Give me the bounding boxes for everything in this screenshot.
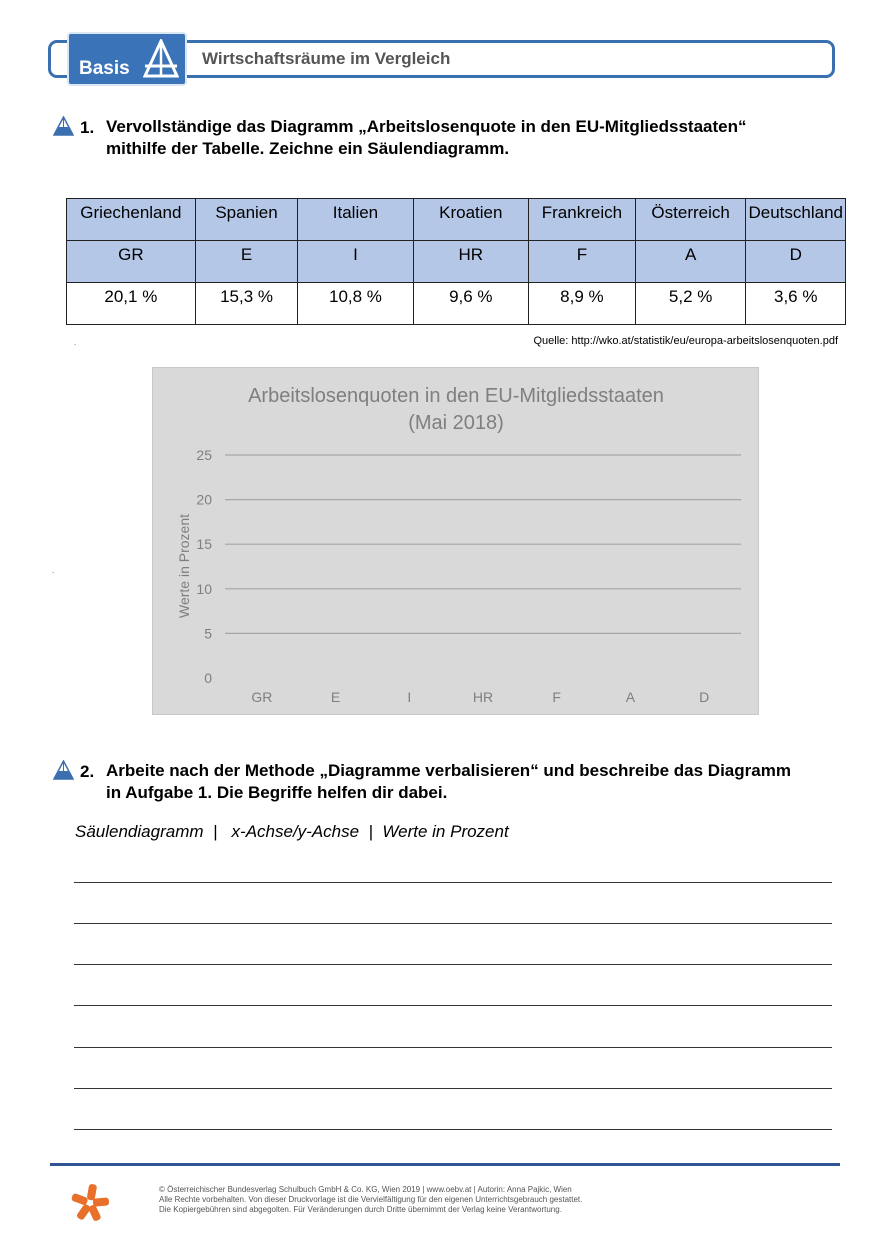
x-tick-label: A xyxy=(625,689,636,705)
table-cell: 9,6 % xyxy=(413,283,528,325)
table-cell: Deutschland xyxy=(746,199,846,241)
x-tick-label: HR xyxy=(472,689,494,705)
triangle-logo-icon xyxy=(143,39,179,79)
chart-title: Arbeitslosenquoten in den EU-Mitgliedsstaaten xyxy=(248,385,664,407)
footer-divider xyxy=(50,1163,840,1166)
table-cell: 5,2 % xyxy=(635,283,746,325)
table-cell: Kroatien xyxy=(413,199,528,241)
y-tick-label: 20 xyxy=(196,491,212,508)
task1-number: 1. xyxy=(80,118,95,137)
page-title: Wirtschaftsräume im Vergleich xyxy=(202,49,451,68)
writing-line[interactable] xyxy=(74,1005,832,1006)
source-citation: Quelle: http://wko.at/statistik/eu/europa-arbeitslosenquoten.pdf xyxy=(533,335,838,347)
table-cell: Griechenland xyxy=(67,199,196,241)
table-cell: Italien xyxy=(298,199,413,241)
chart-svg xyxy=(153,368,760,716)
table-cell: GR xyxy=(67,241,196,283)
footer-line3: Die Kopiergebühren sind abgegolten. Für Veränderungen durch Dritte übernimmt der Verlag keine Verantwortung. xyxy=(159,1205,562,1214)
footer-line1: © Österreichischer Bundesverlag Schulbuch GmbH & Co. KG, Wien 2019 | www.oebv.at | Autorin: Anna Pajkic, Wien xyxy=(159,1185,572,1194)
table-cell: F xyxy=(529,241,636,283)
table-cell: I xyxy=(298,241,413,283)
y-tick-label: 25 xyxy=(196,447,212,463)
x-tick-label: I xyxy=(407,689,412,705)
pyramid-level-icon xyxy=(53,760,74,780)
table-cell: Spanien xyxy=(195,199,298,241)
table-cell: 10,8 % xyxy=(298,283,413,325)
chart-subtitle: (Mai 2018) xyxy=(408,412,504,434)
table-cell: Österreich xyxy=(635,199,746,241)
table-cell: E xyxy=(195,241,298,283)
y-tick-label: 10 xyxy=(196,580,212,597)
footer-line2: Alle Rechte vorbehalten. Von dieser Druckvorlage ist die Vervielfältigung für den eigenen Unterrichtsgebrauch gestattet. xyxy=(159,1195,583,1204)
x-tick-label: E xyxy=(330,689,341,705)
task2-instruction xyxy=(106,760,791,804)
x-tick-label: D xyxy=(699,689,710,705)
footer-copyright xyxy=(159,1185,582,1215)
writing-line[interactable] xyxy=(74,923,832,924)
publisher-logo-icon xyxy=(70,1183,110,1223)
writing-line[interactable] xyxy=(74,882,832,883)
writing-line[interactable] xyxy=(74,1047,832,1048)
y-tick-label: 15 xyxy=(196,536,212,553)
task1-instruction xyxy=(106,116,746,160)
writing-line[interactable] xyxy=(74,1088,832,1089)
unemployment-table xyxy=(66,198,846,325)
table-row-values xyxy=(67,283,846,325)
table-cell: D xyxy=(746,241,846,283)
y-tick-label: 0 xyxy=(204,670,212,686)
y-axis-label: Werte in Prozent xyxy=(176,513,192,619)
table-cell: 8,9 % xyxy=(529,283,636,325)
stray-dot: . xyxy=(52,566,55,575)
basis-logo xyxy=(67,32,187,86)
logo-text: Basis xyxy=(79,58,130,79)
y-tick-label: 5 xyxy=(204,625,212,642)
terms-hint: Säulendiagramm | x-Achse/y-Achse | Werte in Prozent xyxy=(75,822,509,841)
task1-line2: mithilfe der Tabelle. Zeichne ein Säulendiagramm. xyxy=(106,139,510,158)
writing-line[interactable] xyxy=(74,1129,832,1130)
bar-chart xyxy=(152,367,759,715)
pyramid-level-icon xyxy=(53,116,74,136)
table-cell: A xyxy=(635,241,746,283)
table-cell: HR xyxy=(413,241,528,283)
task2-number: 2. xyxy=(80,762,95,781)
stray-dot: . xyxy=(74,338,77,347)
task2-line2: in Aufgabe 1. Die Begriffe helfen dir dabei. xyxy=(106,783,448,802)
table-cell: 20,1 % xyxy=(67,283,196,325)
table-row-codes xyxy=(67,241,846,283)
table-row-countries xyxy=(67,199,846,241)
x-tick-label: F xyxy=(552,689,561,705)
table-cell: Frankreich xyxy=(529,199,636,241)
x-tick-label: GR xyxy=(251,689,273,705)
writing-line[interactable] xyxy=(74,964,832,965)
table-cell: 3,6 % xyxy=(746,283,846,325)
table-cell: 15,3 % xyxy=(195,283,298,325)
task1-line1: Vervollständige das Diagramm „Arbeitslosenquote in den EU-Mitgliedsstaaten“ xyxy=(106,117,747,136)
task2-line1: Arbeite nach der Methode „Diagramme verbalisieren“ und beschreibe das Diagramm xyxy=(106,761,791,780)
